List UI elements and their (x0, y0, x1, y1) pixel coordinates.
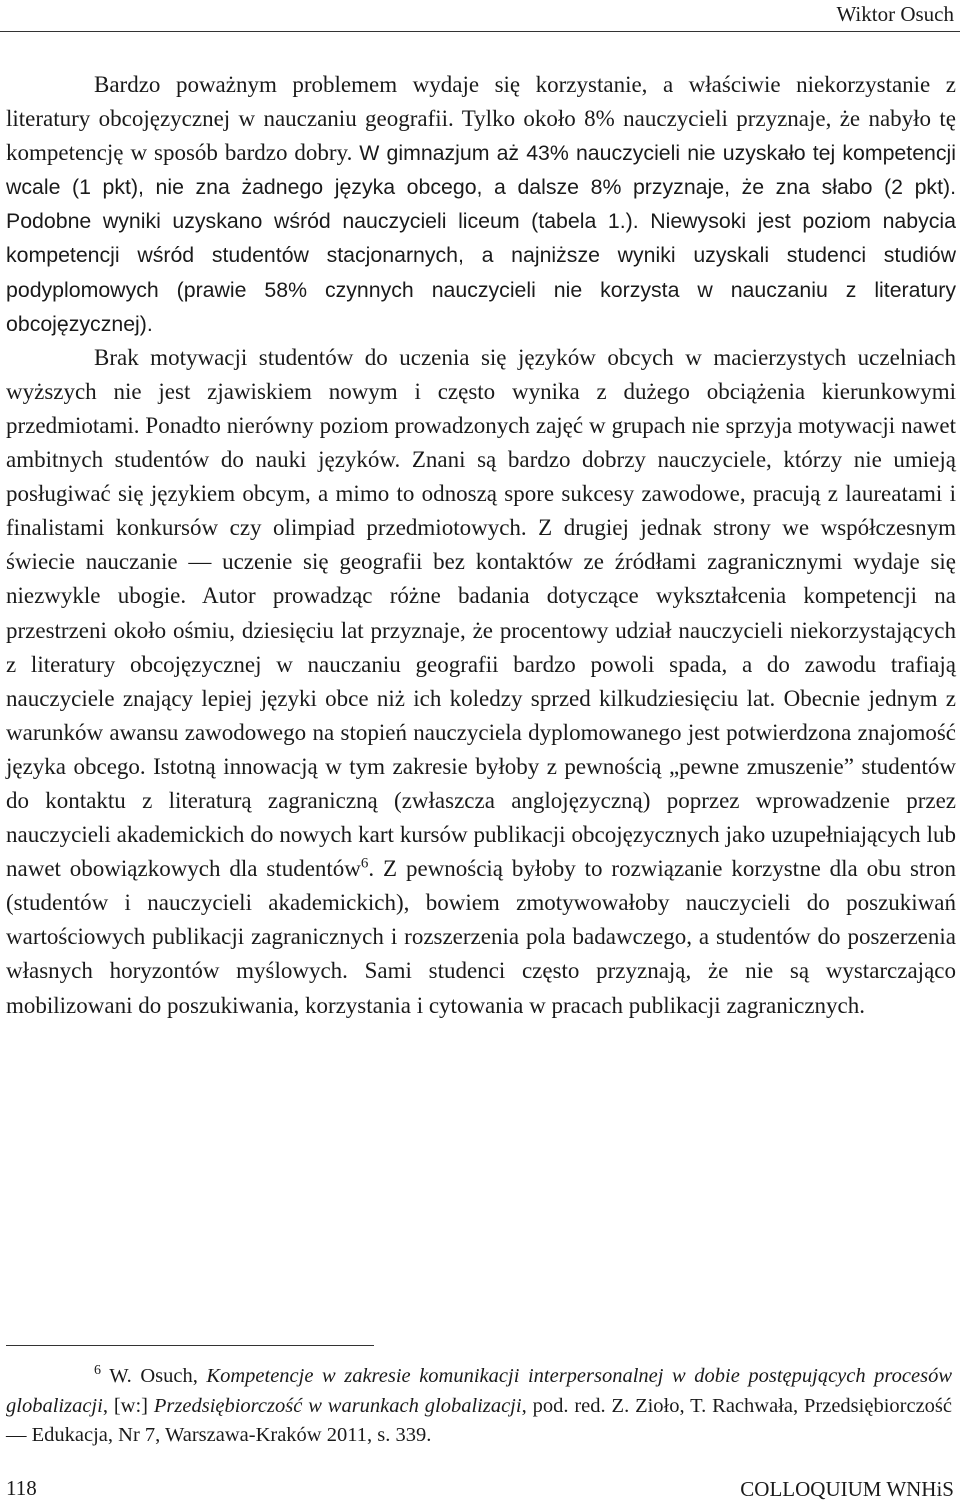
page-number: 118 (6, 1476, 37, 1500)
footnote-in-label: , [w:] (102, 1394, 154, 1417)
paragraph-1 (6, 68, 956, 341)
running-foot-journal: COLLOQUIUM WNHiS (740, 1477, 954, 1501)
running-head-author: Wiktor Osuch (836, 2, 954, 26)
paragraph-1-sentence-1: Bardzo poważnym problemem wydaje się korzystanie, a właściwie niekorzystanie z literatury obcojęzycznej w nauczaniu geografii. Tylko około 8% nauczycieli przyznaje, że nabyło tę kompetencję w sposób bardzo dobry. (6, 72, 956, 166)
header-rule (0, 31, 960, 32)
footnote-rest: , pod. red. Z. Zioło, T. Rachwała, Przedsiębiorczość — Edukacja, Nr 7, Warszawa-Kraków 2011, s. 339. (6, 1394, 952, 1446)
footnote-book: Przedsiębiorczość w warunkach globalizacji (153, 1394, 522, 1417)
footnote (6, 1362, 952, 1451)
footnote-author: W. Osuch, (101, 1365, 207, 1387)
paragraph-2-text-b: . Z pewnością byłoby to rozwiązanie korzystne dla obu stron (studentów i nauczycieli akademickich), bowiem zmotywowałoby nauczycieli do poszukiwań wartościowych publikacji zagranicznych i rozszerzenia pola badawczego, a studentów do poszerzenia własnych horyzontów myślowych. Sami studenci często przyznają, że nie są wystarczająco mobilizowani do poszukiwania, korzystania i cytowania w pracach publikacji zagranicznych. (6, 856, 956, 1018)
paragraph-2 (6, 341, 956, 1023)
paragraph-1-sentence-2: W gimnazjum aż 43% nauczycieli nie uzyskało tej kompetencji wcale (1 pkt), nie zna żadnego języka obcego, a dalsze 8% przyznaje, że zna słabo (2 pkt). Podobne wyniki uzyskano wśród nauczycieli liceum (tabela 1.). Niewysoki jest poziom nabycia kompetencji wśród studentów stacjonarnych, a najniższe wyniki uzyskali studenci studiów podyplomowych (prawie 58% czynnych nauczycieli nie korzysta w nauczaniu z literatury obcojęzycznej). (6, 141, 956, 336)
footnote-title: Kompetencje w zakresie komunikacji interpersonalnej w dobie postępujących procesów globalizacji (6, 1365, 952, 1417)
body-text (6, 68, 956, 1023)
footnote-rule (6, 1345, 374, 1346)
paragraph-2-text-a: Brak motywacji studentów do uczenia się języków obcych w macierzystych uczelniach wyższych nie jest zjawiskiem nowym i często wynika z dużego obciążenia kierunkowymi przedmiotami. Ponadto nierówny poziom prowadzonych zajęć w grupach nie sprzyja motywacji nawet ambitnych studentów do nauki języków. Znani są bardzo dobrzy nauczyciele, którzy nie umieją posługiwać się językiem obcym, a mimo to odnoszą spore sukcesy zawodowe, pracują z laureatami i finalistami konkursów czy olimpiad przedmiotowych. Z drugiej jednak strony we współczesnym świecie nauczanie — uczenie się geografii bez kontaktów ze źródłami zagranicznymi wydaje się niezwykle ubogie. Autor prowadząc różne badania dotyczące wykształcenia kompetencji na przestrzeni około ośmiu, dziesięciu lat przyznaje, że procentowy udział nauczycieli niekorzystających z literatury obcojęzycznej w nauczaniu geografii bardzo powoli spada, a do zawodu trafiają nauczyciele znający lepiej języki obce niż ich koledzy sprzed kilkudziesięciu lat. Obecnie jednym z warunków awansu zawodowego na stopień nauczyciela dyplomowanego jest potwierdzona znajomość języka obcego. Istotną innowacją w tym zakresie byłoby z pewnością „pewne zmuszenie” studentów do kontaktu z literaturą zagraniczną (zwłaszcza anglojęzyczną) poprzez wprowadzenie przez nauczycieli akademickich do nowych kart kursów publikacji obcojęzycznych jako uzupełniających lub nawet obowiązkowych dla studentów (6, 344, 956, 882)
footnote-marker: 6 (94, 1363, 101, 1379)
footnote-reference: 6 (360, 855, 369, 872)
